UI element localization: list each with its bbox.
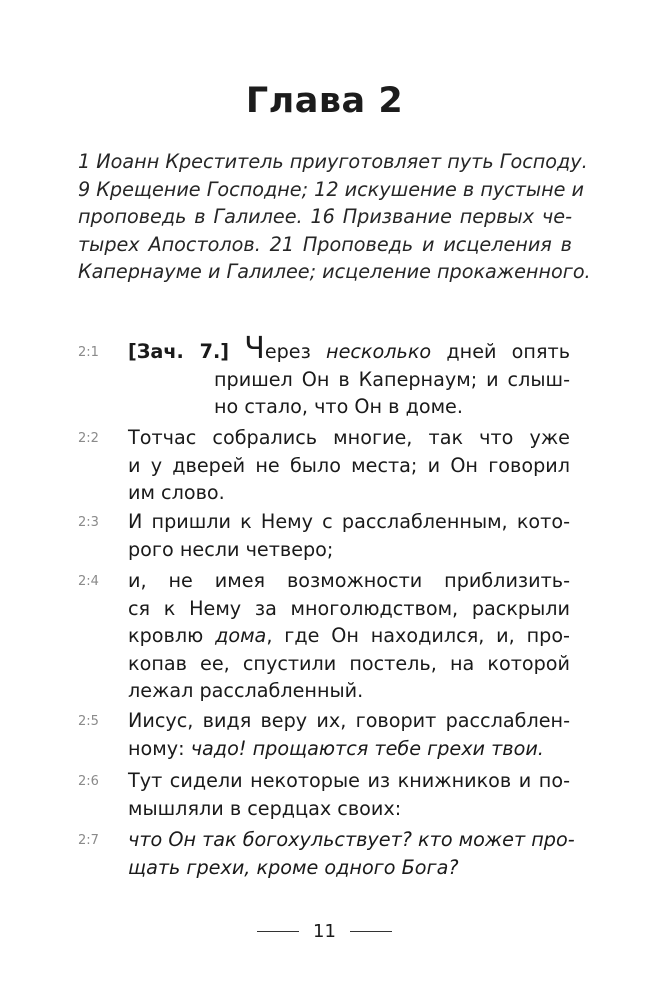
verse-line: щать грехи, кроме одного Бога? bbox=[128, 855, 459, 879]
verse-fragment-italic: чадо! прощаются тебе грехи твои. bbox=[190, 736, 544, 760]
verse-line: что Он так богохульствует? кто может про- bbox=[128, 828, 575, 851]
verse-number: 2:7 bbox=[78, 833, 99, 848]
verse-line: ся к Нему за многолюдством, раскрыли bbox=[128, 596, 570, 620]
footer-rule-left bbox=[257, 931, 299, 932]
verse-text bbox=[128, 424, 570, 507]
verse-line: рого несли четверо; bbox=[128, 537, 334, 561]
verse-line: лежал расслабленный. bbox=[128, 679, 364, 702]
verse-fragment: ному: bbox=[128, 736, 185, 760]
summary-line: проповедь в Галилее. 16 Призвание первых че- bbox=[78, 205, 572, 228]
verse-text bbox=[128, 707, 570, 762]
verse-line bbox=[128, 735, 570, 763]
verse-number: 2:3 bbox=[78, 515, 99, 530]
summary-line: Капернауме и Галилее; исцеление прокаженного. bbox=[78, 260, 591, 283]
chapter-summary bbox=[78, 148, 591, 286]
verse-line bbox=[128, 622, 570, 650]
verse-text bbox=[128, 767, 570, 822]
verse-line: и, не имея возможности приблизить- bbox=[128, 569, 570, 592]
verse-line: мышляли в сердцах своих: bbox=[128, 796, 402, 820]
verse-line bbox=[128, 331, 570, 366]
verse-line: но стало, что Он в доме. bbox=[214, 395, 463, 418]
verse-fragment: дней опять bbox=[446, 340, 570, 363]
verse-line: Тут сидели некоторые из книжников и по- bbox=[128, 769, 570, 792]
page-number: 11 bbox=[313, 920, 336, 942]
verse-number: 2:6 bbox=[78, 774, 99, 789]
verse-text bbox=[128, 826, 575, 881]
verse-line: копав ее, спустили постель, на которой bbox=[128, 651, 570, 675]
verse-line: пришел Он в Капернаум; и слыш- bbox=[214, 367, 570, 391]
verse-fragment: ерез bbox=[264, 340, 311, 363]
verse-text bbox=[128, 331, 570, 421]
verse-number: 2:4 bbox=[78, 574, 99, 589]
chapter-title: Глава 2 bbox=[245, 81, 404, 121]
page-footer bbox=[0, 916, 649, 946]
verse-fragment: , где Он находился, и, про- bbox=[266, 624, 570, 647]
summary-line: 1 Иоанн Креститель приуготовляет путь Господу. bbox=[78, 150, 588, 173]
verse-fragment: кровлю bbox=[128, 624, 204, 647]
verse-number: 2:2 bbox=[78, 431, 99, 446]
verse-text bbox=[128, 508, 570, 563]
verse-line: И пришли к Нему с расслабленным, кото- bbox=[128, 510, 570, 533]
verse-fragment-italic: дома bbox=[215, 624, 267, 647]
verse-number: 2:1 bbox=[78, 345, 99, 360]
verse-fragment-italic: несколько bbox=[326, 340, 432, 363]
summary-line: тырех Апостолов. 21 Проповедь и исцеления в bbox=[78, 232, 572, 256]
verse-line: Иисус, видя веру их, говорит расслаблен- bbox=[128, 709, 570, 732]
verse-number: 2:5 bbox=[78, 714, 99, 729]
drop-cap: Ч bbox=[244, 331, 265, 366]
verse-line: Тотчас собрались многие, так что уже bbox=[128, 426, 570, 449]
zachalo-marker: [Зач. 7.] bbox=[128, 340, 230, 363]
verse-line: им слово. bbox=[128, 481, 225, 504]
verse-text bbox=[128, 567, 570, 705]
footer-rule-right bbox=[350, 931, 392, 932]
summary-line: 9 Крещение Господне; 12 искушение в пустыне и bbox=[78, 177, 585, 201]
verse-line: и у дверей не было места; и Он говорил bbox=[128, 453, 570, 477]
